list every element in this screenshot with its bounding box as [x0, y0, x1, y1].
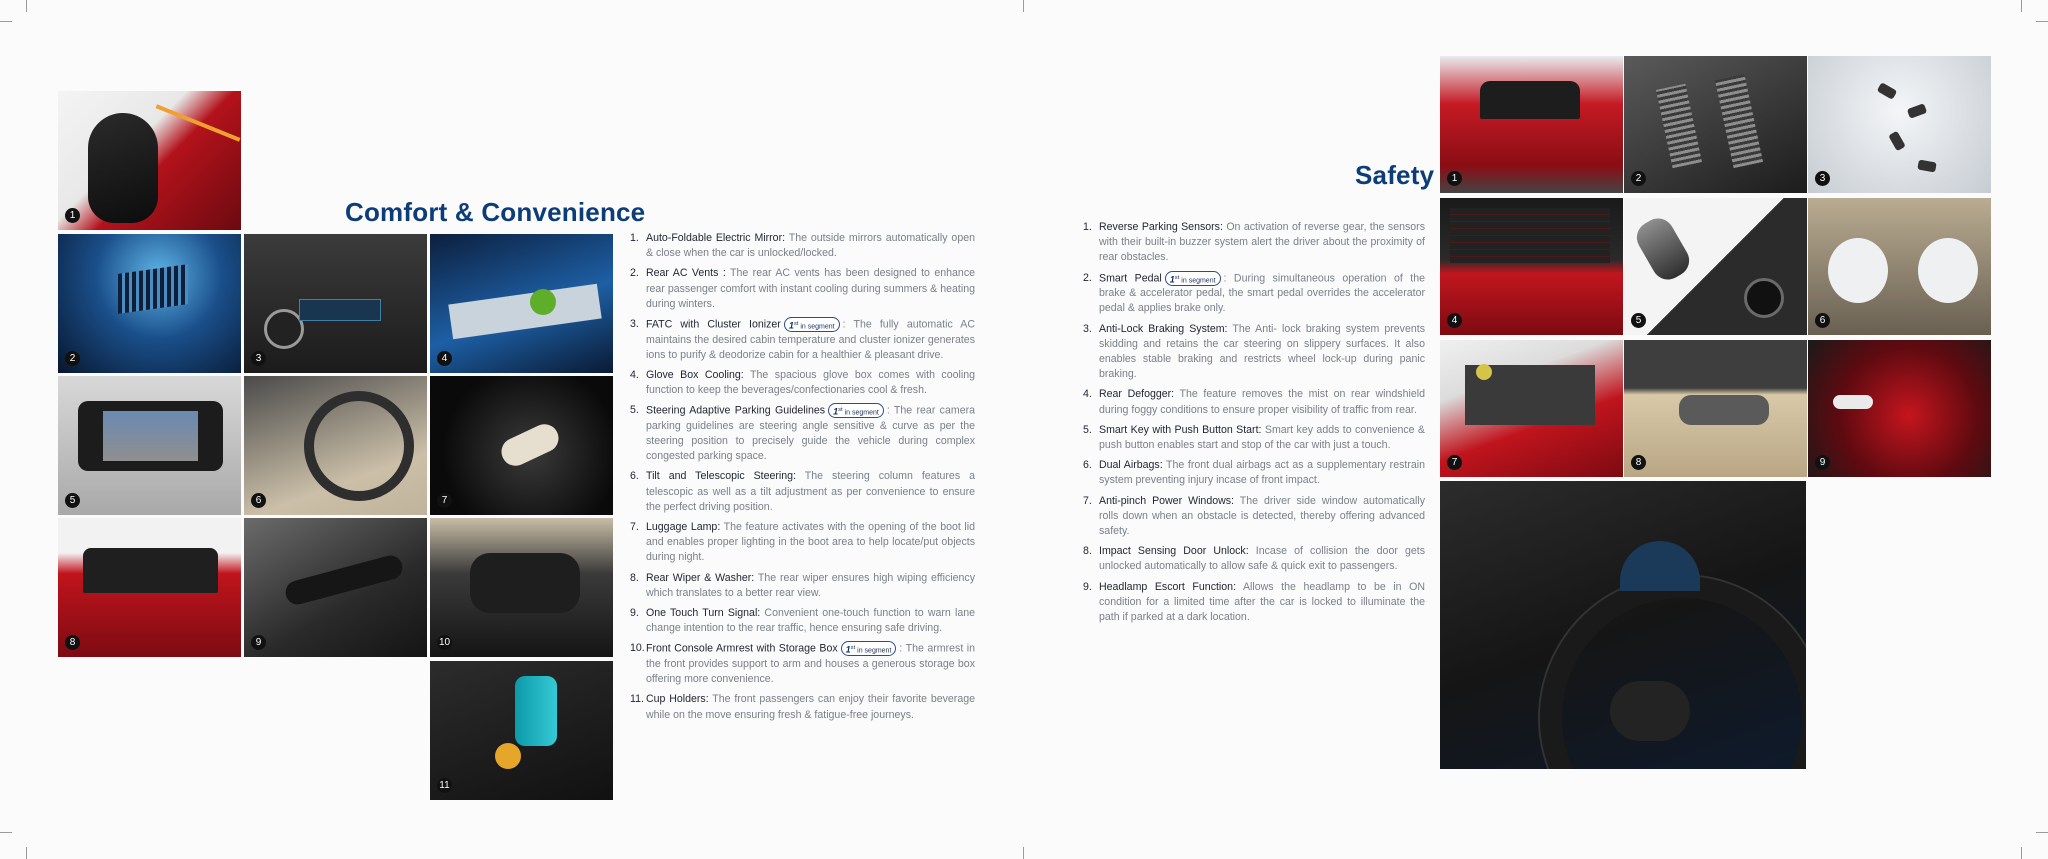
- photo-number-badge: 8: [65, 635, 80, 650]
- feature-description: The rear wiper ensures high wiping efficiency which translates to a better rear view.: [646, 571, 975, 599]
- safety-feature-item: 7. Anti-pinch Power Windows: The driver side window automatically rolls down when an obstacle is detected, thereby offering advanced safety.: [1083, 494, 1425, 537]
- safety-feature-item: 1. Reverse Parking Sensors: On activation of reverse gear, the sensors with their built-in buzzer system alert the driver about the proximity of rear obstacles.: [1083, 221, 1426, 264]
- feature-title: FATC with Cluster Ionizer: [646, 318, 781, 331]
- parking-guidelines-photo: [58, 376, 241, 515]
- glove-box-photo: [430, 234, 613, 373]
- comfort-feature-item: 6. Tilt and Telescopic Steering: The steering column features a telescopic as well as a tilt adjustment as per convenience to ensure the perfect driving position.: [630, 470, 975, 513]
- first-in-segment-badge: 1st in segment: [784, 317, 840, 332]
- photo-number-badge: 1: [1447, 171, 1462, 186]
- headlamp-escort-photo: [1808, 340, 1991, 477]
- safety-feature-list: [1083, 220, 1425, 630]
- rear-defogger-photo: [1440, 198, 1623, 335]
- smart-pedal-photo: [1624, 56, 1807, 193]
- rear-parking-sensor-photo: [1440, 56, 1623, 193]
- photo-number-badge: 11: [437, 778, 452, 793]
- photo-number-badge: 4: [437, 351, 452, 366]
- safety-feature-item: 6. Dual Airbags: The front dual airbags act as a supplementary restrain system preventing injury incase of front impact.: [1083, 459, 1425, 487]
- first-in-segment-badge: 1st in segment: [841, 641, 897, 656]
- feature-description: The steering column features a telescopic as well as a tilt adjustment as per convenience to ensure the perfect driving position.: [646, 470, 975, 513]
- safety-feature-item: 3. Anti-Lock Braking System: The Anti- lock braking system prevents skidding and retains the car steering on slippery surfaces. It also enables stable braking and restricts wheel lock-up during panic braking.: [1083, 322, 1425, 381]
- feature-title: Smart Key with Push Button Start:: [1099, 423, 1262, 436]
- feature-title: Auto-Foldable Electric Mirror:: [646, 232, 786, 244]
- turn-signal-stalk-photo: [244, 518, 427, 657]
- photo-number-badge: 7: [1447, 455, 1462, 470]
- photo-number-badge: 3: [1815, 171, 1830, 186]
- feature-title: Headlamp Escort Function:: [1099, 580, 1237, 593]
- feature-title: Anti-Lock Braking System:: [1099, 322, 1228, 335]
- steering-wheel-photo: [1440, 481, 1806, 769]
- feature-title: Glove Box Cooling:: [646, 368, 744, 381]
- photo-number-badge: 6: [1815, 313, 1830, 328]
- photo-number-badge: 5: [65, 493, 80, 508]
- rear-ac-vent-photo: [58, 234, 241, 373]
- crop-mark: [26, 847, 27, 859]
- comfort-feature-list: [630, 231, 975, 728]
- feature-description: The front passengers can enjoy their favorite beverage while on the move ensuring fresh & fatigue-free journeys.: [646, 693, 975, 721]
- crop-mark: [2021, 847, 2022, 859]
- photo-number-badge: 6: [251, 493, 266, 508]
- feature-description: The spacious glove box comes with cooling function to keep the beverages/confectionaries cool & fresh.: [646, 368, 976, 397]
- crop-mark: [26, 0, 27, 12]
- first-in-segment-badge: 1st in segment: [828, 403, 884, 418]
- safety-feature-item: 9. Headlamp Escort Function: Allows the headlamp to be in ON condition for a limited time after the car is locked to illuminate the path if parked at a dark location.: [1083, 580, 1425, 623]
- photo-number-badge: 10: [438, 637, 451, 648]
- feature-title: Cup Holders:: [646, 693, 709, 706]
- feature-description: The outside mirrors automatically open & close when the car is unlocked/locked.: [646, 232, 975, 260]
- feature-description: The feature removes the mist on rear windshield during foggy conditions to ensure proper visibility of traffic from rear.: [1099, 388, 1425, 416]
- crop-mark: [0, 832, 12, 833]
- rear-wiper-photo: [58, 518, 241, 657]
- feature-title: Impact Sensing Door Unlock:: [1099, 545, 1249, 558]
- safety-feature-item: 5. Smart Key with Push Button Start: Smart key adds to convenience & push button enables start and stop of the car with just a touch.: [1083, 423, 1425, 451]
- cup-holders-photo: [430, 661, 613, 800]
- photo-number-badge: 5: [1631, 313, 1646, 328]
- comfort-feature-item: 9. One Touch Turn Signal: Convenient one-touch function to warn lane change intention to the rear traffic, hence ensuring safe driving.: [630, 607, 975, 635]
- feature-title: Rear Wiper & Washer:: [646, 571, 755, 584]
- feature-description: : The armrest in the front provides support to arm and houses a generous storage box offering more convenience.: [646, 642, 975, 686]
- abs-cars-photo: [1808, 56, 1991, 193]
- crop-mark: [0, 21, 12, 22]
- crop-mark: [2036, 832, 2048, 833]
- photo-number-badge: 7: [437, 493, 452, 508]
- feature-title: Dual Airbags:: [1099, 459, 1163, 472]
- luggage-lamp-photo: [430, 376, 613, 515]
- feature-title: Tilt and Telescopic Steering:: [646, 470, 797, 483]
- photo-number-badge: 2: [1631, 171, 1646, 186]
- feature-description: The driver side window automatically rolls down when an obstacle is detected, thereby offering advanced safety.: [1099, 494, 1425, 537]
- comfort-feature-item: 1. Auto-Foldable Electric Mirror: The outside mirrors automatically open & close when the car is unlocked/locked.: [630, 232, 975, 260]
- feature-description: Convenient one-touch function to warn lane change intention to the rear traffic, hence ensuring safe driving.: [646, 607, 975, 635]
- feature-description: : The fully automatic AC maintains the desired cabin temperature and cluster ionizer generates ions to purify & deodorize cabin for a healthier & pleasant drive.: [646, 318, 975, 361]
- smart-key-photo: [1624, 198, 1807, 335]
- photo-number-badge: 1: [65, 208, 80, 223]
- photo-number-badge: 2: [65, 351, 80, 366]
- feature-title: Smart Pedal: [1099, 271, 1162, 284]
- fatc-panel-photo: [244, 234, 427, 373]
- photo-number-badge: 8: [1631, 455, 1646, 470]
- crop-mark: [1023, 847, 1024, 859]
- anti-pinch-window-photo: [1440, 340, 1623, 477]
- folding-mirror-photo: [58, 91, 241, 230]
- feature-description: On activation of reverse gear, the sensors with their built-in buzzer system alert the driver about the proximity of rear obstacles.: [1099, 221, 1426, 264]
- photo-number-badge: 9: [251, 635, 266, 650]
- feature-title: One Touch Turn Signal:: [646, 607, 761, 620]
- feature-title: Rear Defogger:: [1099, 388, 1175, 401]
- feature-description: Incase of collision the door gets unlocked automatically to allow safe & quick exit to passengers.: [1099, 545, 1425, 573]
- comfort-feature-item: 11. Cup Holders: The front passengers can enjoy their favorite beverage while on the move ensuring fresh & fatigue-free journeys.: [630, 693, 975, 721]
- photo-number-badge: 3: [251, 351, 266, 366]
- comfort-feature-item: 7. Luggage Lamp: The feature activates with the opening of the boot lid and enables proper lighting in the boot area to help locate/put objects during night.: [630, 521, 975, 564]
- comfort-feature-item: 8. Rear Wiper & Washer: The rear wiper ensures high wiping efficiency which translates to a better rear view.: [630, 571, 975, 599]
- feature-description: Smart key adds to convenience & push button enables start and stop of the car with just a touch.: [1099, 423, 1425, 451]
- comfort-feature-item: 2. Rear AC Vents : The rear AC vents has been designed to enhance rear passenger comfort with instant cooling during summers & heating during winters.: [630, 267, 976, 310]
- safety-heading: Safety: [1355, 160, 1435, 190]
- tilt-steering-photo: [244, 376, 427, 515]
- feature-description: The Anti- lock braking system prevents skidding and retains the car steering on slippery surfaces. It also enables stable braking and restricts wheel lock-up during panic braking.: [1099, 322, 1425, 381]
- comfort-heading: Comfort & Convenience: [345, 197, 646, 227]
- crop-mark: [1023, 0, 1024, 12]
- comfort-feature-item: 4. Glove Box Cooling: The spacious glove box comes with cooling function to keep the beverages/confectionaries cool & fresh.: [630, 368, 976, 397]
- comfort-feature-item: 3. FATC with Cluster Ionizer 1st in segment : The fully automatic AC maintains the desired cabin temperature and cluster ionizer generates ions to purify & deodorize cabin for a healthier & pleasant drive.: [630, 318, 975, 361]
- armrest-photo: [430, 518, 613, 657]
- feature-title: Rear AC Vents :: [646, 267, 726, 280]
- feature-title: Front Console Armrest with Storage Box: [646, 642, 838, 655]
- feature-description: The rear AC vents has been designed to enhance rear passenger comfort with instant cooling during summers & heating during winters.: [646, 267, 976, 310]
- first-in-segment-badge: 1st in segment: [1165, 271, 1221, 286]
- door-unlock-photo: [1624, 340, 1807, 477]
- safety-feature-item: 8. Impact Sensing Door Unlock: Incase of collision the door gets unlocked automatically to allow safe & quick exit to passengers.: [1083, 545, 1425, 573]
- safety-feature-item: 2. Smart Pedal 1st in segment : During simultaneous operation of the brake & accelerator pedal, the smart pedal overrides the accelerator pedal & applies brake only.: [1083, 271, 1425, 315]
- crop-mark: [2021, 0, 2022, 12]
- crop-mark: [2036, 21, 2048, 22]
- feature-description: The front dual airbags act as a supplementary restrain system preventing injury incase of front impact.: [1099, 459, 1425, 487]
- comfort-feature-item: 10. Front Console Armrest with Storage Box 1st in segment : The armrest in the front provides support to arm and houses a generous storage box offering more convenience.: [630, 642, 975, 686]
- comfort-feature-item: 5. Steering Adaptive Parking Guidelines 1st in segment : The rear camera parking guidelines are steering angle sensitive & curve as per the steering position to precisely guide the vehicle during complex congested parking space.: [630, 404, 976, 463]
- feature-description: Allows the headlamp to be in ON condition for a limited time after the car is locked to illuminate the path if parked at a dark location.: [1099, 580, 1425, 623]
- feature-description: The feature activates with the opening of the boot lid and enables proper lighting in the boot area to help locate/put objects during night.: [646, 521, 975, 564]
- feature-title: Anti-pinch Power Windows:: [1099, 494, 1234, 507]
- dual-airbags-photo: [1808, 198, 1991, 335]
- photo-number-badge: 4: [1447, 313, 1462, 328]
- feature-title: Luggage Lamp:: [646, 521, 721, 534]
- safety-feature-item: 4. Rear Defogger: The feature removes the mist on rear windshield during foggy conditions to ensure proper visibility of traffic from rear.: [1083, 388, 1425, 416]
- photo-number-badge: 9: [1815, 455, 1830, 470]
- feature-title: Steering Adaptive Parking Guidelines: [646, 404, 826, 417]
- feature-description: : During simultaneous operation of the brake & accelerator pedal, the smart pedal overrides the accelerator pedal & applies brake only.: [1099, 271, 1425, 315]
- feature-description: : The rear camera parking guidelines are steering angle sensitive & curve as per the steering position to precisely guide the vehicle during complex congested parking space.: [646, 404, 976, 463]
- feature-title: Reverse Parking Sensors:: [1099, 221, 1223, 233]
